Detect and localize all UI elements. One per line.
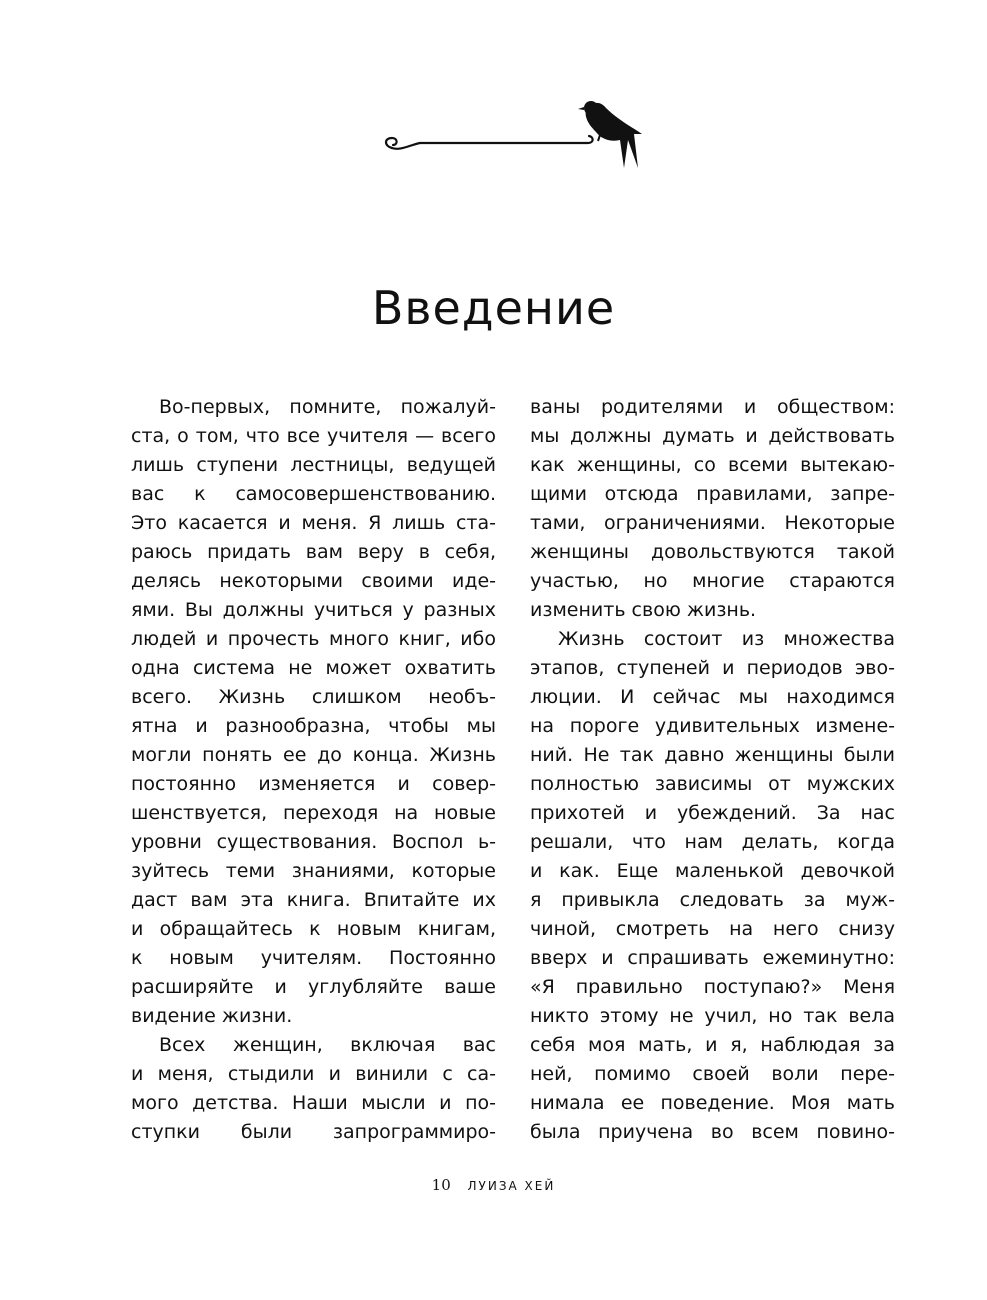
text-line: делясь некоторыми своими иде- — [131, 570, 496, 592]
text-line: уровни существования. Воспол ь- — [131, 831, 496, 853]
text-column-right — [530, 393, 895, 1147]
text-line: вас к самосовершенствованию. — [131, 483, 496, 505]
text-line: даст вам эта книга. Впитайте их — [131, 889, 496, 911]
text-line: ями. Вы должны учиться у разных — [131, 599, 496, 621]
text-line: решали, что нам делать, когда — [530, 831, 895, 853]
text-line: лишь ступени лестницы, ведущей — [131, 454, 496, 476]
text-line: могли понять ее до конца. Жизнь — [131, 744, 496, 766]
text-line: тами, ограничениями. Некоторые — [530, 512, 895, 534]
page-number: 10 — [431, 1176, 451, 1194]
running-author: ЛУИЗА ХЕЙ — [467, 1179, 556, 1193]
text-line: никто этому не учил, но так вела — [530, 1005, 895, 1027]
text-line: ний. Не так давно женщины были — [530, 744, 895, 766]
text-line: нимала ее поведение. Моя мать — [530, 1092, 895, 1114]
text-line: ступки были запрограммиро- — [131, 1121, 496, 1143]
text-line: расширяйте и углубляйте ваше — [131, 976, 496, 998]
text-line: себя моя мать, и я, наблюдая за — [530, 1034, 895, 1056]
text-line: видение жизни. — [131, 1005, 293, 1027]
text-line: вверх и спрашивать ежеминутно: — [530, 947, 895, 969]
text-line: на пороге удивительных измене- — [530, 715, 895, 737]
text-line: Всех женщин, включая вас — [159, 1034, 496, 1056]
text-line: шенствуется, переходя на новые — [131, 802, 496, 824]
page-footer — [0, 1176, 987, 1194]
text-line: этапов, ступеней и периодов эво- — [530, 657, 895, 679]
text-line: я привыкла следовать за муж- — [530, 889, 895, 911]
text-line: и обращайтесь к новым книгам, — [131, 918, 496, 940]
text-line: участью, но многие стараются — [530, 570, 895, 592]
text-line: постоянно изменяется и совер- — [131, 773, 496, 795]
text-line: чиной, смотреть на него снизу — [530, 918, 895, 940]
swallow-on-branch-icon — [380, 90, 650, 180]
text-line: зуйтесь теми знаниями, которые — [131, 860, 496, 882]
chapter-title: Введение — [371, 281, 616, 335]
text-line: мого детства. Наши мысли и по- — [131, 1092, 496, 1114]
text-line: Жизнь состоит из множества — [558, 628, 895, 650]
text-line: одна система не может охватить — [131, 657, 496, 679]
text-line: раюсь придать вам веру в себя, — [131, 541, 496, 563]
text-line: как женщины, со всеми вытекаю- — [530, 454, 895, 476]
text-line: ятна и разнообразна, чтобы мы — [131, 715, 496, 737]
text-line: «Я правильно поступаю?» Меня — [530, 976, 895, 998]
text-line: была приучена во всем повино- — [530, 1121, 895, 1143]
text-line: к новым учителям. Постоянно — [131, 947, 496, 969]
text-line: всего. Жизнь слишком необъ- — [131, 686, 496, 708]
text-line: Во-первых, помните, пожалуй- — [159, 396, 496, 418]
text-line: щими отсюда правилами, запре- — [530, 483, 895, 505]
text-line: полностью зависимы от мужских — [530, 773, 895, 795]
text-line: изменить свою жизнь. — [530, 599, 757, 621]
text-line: женщины довольствуются такой — [530, 541, 895, 563]
text-column-left — [131, 393, 496, 1147]
text-line: и как. Еще маленькой девочкой — [530, 860, 895, 882]
text-line: Это касается и меня. Я лишь ста- — [131, 512, 496, 534]
text-line: ваны родителями и обществом: — [530, 396, 895, 418]
text-line: людей и прочесть много книг, ибо — [131, 628, 496, 650]
text-line: люции. И сейчас мы находимся — [530, 686, 895, 708]
text-line: ней, помимо своей воли пере- — [530, 1063, 895, 1085]
text-line: ста, о том, что все учителя — всего — [131, 425, 496, 447]
text-line: и меня, стыдили и винили с са- — [131, 1063, 496, 1085]
text-line: прихотей и убеждений. За нас — [530, 802, 895, 824]
text-line: мы должны думать и действовать — [530, 425, 895, 447]
